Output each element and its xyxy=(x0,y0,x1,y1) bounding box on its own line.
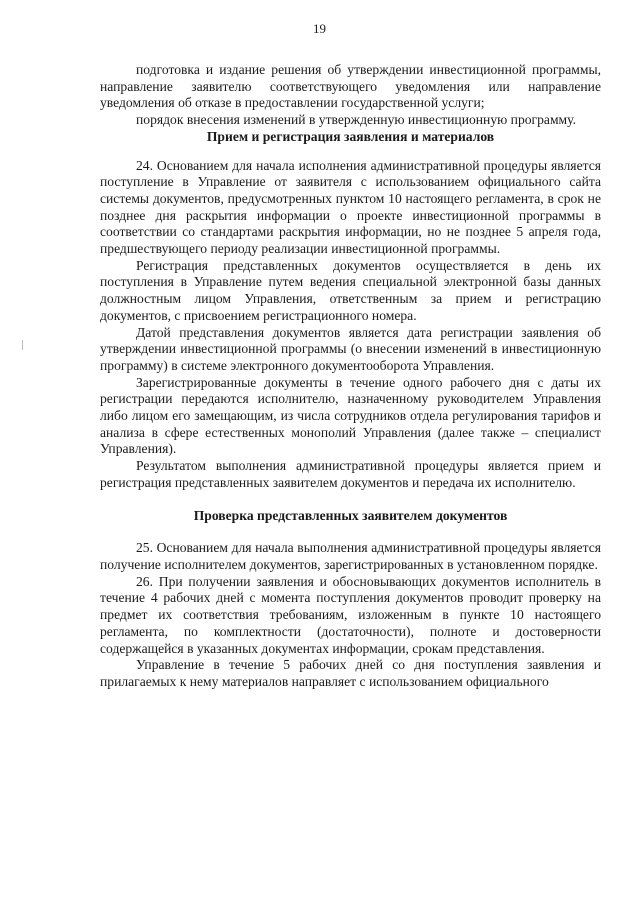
paragraph-transfer: Зарегистрированные документы в течение одного рабочего дня с даты их регистрации передаются исполнителю, назначенному руководителем Управления либо лицом его замещающим, из числа сотрудников отдела регулирования тарифов и анализа в сфере естественных монополий Управления (далее также – специалист Управления). xyxy=(100,374,601,457)
paragraph-26: 26. При получении заявления и обосновывающих документов исполнитель в течение 4 рабочих дней с момента поступления документов проводит проверку на предмет их соответствия требованиям, изложенным в пункте 10 настоящего регламента, по комплектности (достаточности), полноте и достоверности содержащейся в указанных документах информации, срокам представления. xyxy=(100,573,601,656)
page-number: 19 xyxy=(313,21,326,36)
section-heading-reception: Прием и регистрация заявления и материалов xyxy=(206,128,495,144)
paragraph-25: 25. Основанием для начала выполнения административной процедуры является получение исполнителем документов, зарегистрированных в установленном порядке. xyxy=(100,540,601,572)
spacer xyxy=(100,146,601,158)
page-body xyxy=(100,62,601,691)
section-heading-verification: Проверка представленных заявителем документов xyxy=(193,507,508,523)
intro-paragraph: подготовка и издание решения об утверждении инвестиционной программы, направление заявителю соответствующего уведомления или направление уведомления об отказе в предоставлении государственной услуги; xyxy=(100,62,601,111)
paragraph-result: Результатом выполнения административной процедуры является прием и регистрация представленных заявителем документов и передача их исполнителю. xyxy=(100,458,601,490)
intro-paragraph: порядок внесения изменений в утвержденную инвестиционную программу. xyxy=(136,112,576,128)
paragraph-registration: Регистрация представленных документов осуществляется в день их поступления в Управление путем ведения специальной электронной базы данных должностным лицом Управления, ответственным за прием и регистрацию документов, с присвоением регистрационного номера. xyxy=(100,257,601,323)
paragraph-submission-date: Датой представления документов является дата регистрации заявления об утверждении инвестиционной программы (о внесении изменений в инвестиционную программу) в системе электронного документооборота Управления. xyxy=(100,324,601,373)
spacer xyxy=(100,524,601,540)
spacer xyxy=(100,492,601,508)
scan-edge-mark xyxy=(22,340,23,350)
paragraph-notification: Управление в течение 5 рабочих дней со дня поступления заявления и прилагаемых к нему материалов направляет с использованием официального xyxy=(100,657,601,689)
paragraph-24: 24. Основанием для начала исполнения административной процедуры является поступление в Управление от заявителя с использованием официального сайта системы документов, предусмотренных пунктом 10 настоящего регламента, в срок не позднее дня раскрытия информации о проекте инвестиционной программы в соответствии со стандартами раскрытия информации, но не позднее 5 апреля года, предшествующего периоду реализации инвестиционной программы. xyxy=(100,157,601,257)
